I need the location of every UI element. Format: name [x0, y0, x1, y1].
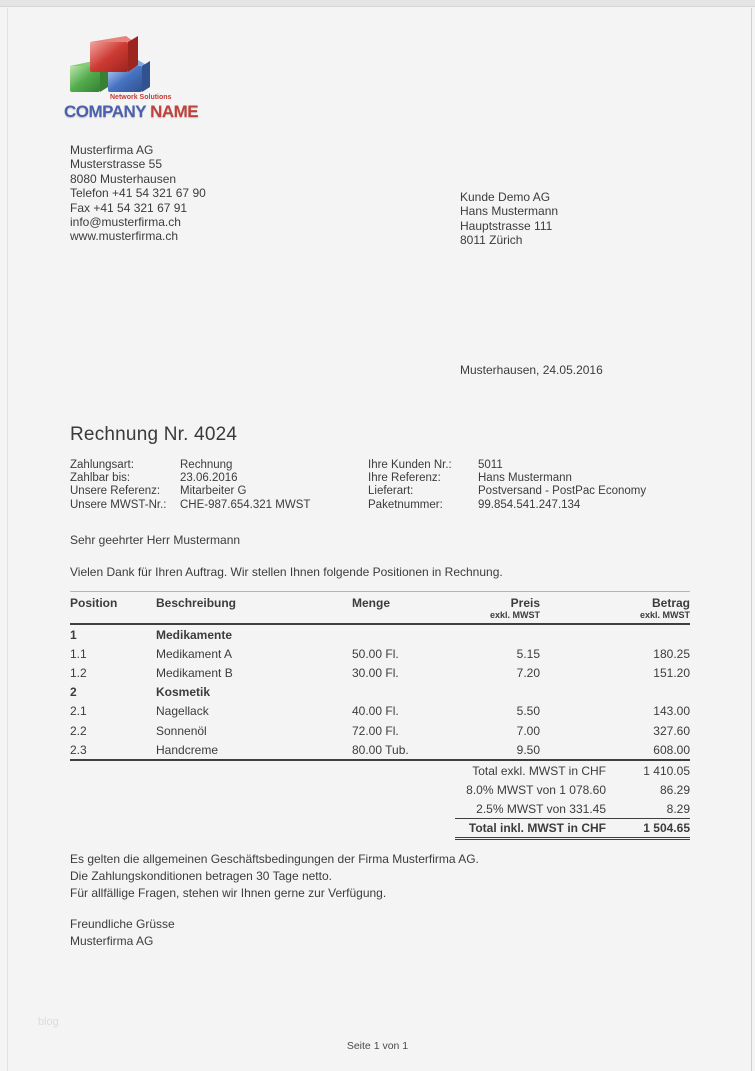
scan-edge-right — [751, 8, 752, 1071]
line-items-section — [70, 591, 690, 840]
cell-position: 2.2 — [70, 723, 87, 738]
signoff-company: Musterfirma AG — [70, 933, 154, 948]
col-header-amount-label: Betrag — [651, 596, 690, 610]
cell-position: 2.3 — [70, 742, 87, 757]
detail-label: Zahlungsart: — [70, 459, 134, 471]
cell-amount: 608.00 — [653, 742, 690, 757]
signoff-greeting: Freundliche Grüsse — [70, 917, 175, 931]
cell-price: 7.00 — [516, 723, 540, 738]
cell-qty: 30.00 Fl. — [352, 665, 399, 680]
table-row — [70, 624, 690, 644]
invoice-details — [70, 459, 690, 512]
detail-value: 23.06.2016 — [180, 472, 238, 485]
total-label: 2.5% MWST von 331.45 — [476, 801, 606, 816]
salutation: Sehr geehrter Herr Mustermann — [70, 533, 241, 547]
detail-value: Mitarbeiter G — [180, 485, 247, 498]
table-row — [70, 663, 690, 682]
sender-address-block — [70, 143, 206, 244]
total-row-subtotal — [455, 761, 690, 780]
sender-phone: Telefon +41 54 321 67 90 — [70, 186, 206, 201]
details-row — [70, 499, 690, 512]
logo-name-part2: NAME — [150, 102, 199, 121]
detail-value: Postversand - PostPac Economy — [478, 485, 647, 498]
detail-label: Unsere MWST-Nr.: — [70, 498, 167, 511]
cell-description: Nagellack — [156, 704, 209, 719]
details-row — [70, 459, 690, 472]
detail-label: Unsere Referenz: — [70, 485, 161, 498]
total-label: Total inkl. MWST in CHF — [468, 821, 606, 836]
scan-edge-top — [0, 0, 755, 7]
page-number: Seite 1 von 1 — [346, 1040, 409, 1052]
detail-label: Zahlbar bis: — [70, 472, 131, 485]
cell-description: Medikamente — [156, 627, 233, 642]
cell-description: Kosmetik — [156, 685, 211, 700]
cell-description: Medikament A — [156, 646, 233, 661]
cell-qty: 72.00 Fl. — [352, 723, 399, 738]
total-value: 86.29 — [659, 782, 690, 797]
terms-paragraph — [70, 851, 479, 903]
cell-qty: 40.00 Fl. — [352, 704, 399, 719]
detail-label: Ihre Kunden Nr.: — [368, 459, 452, 471]
col-header-description: Beschreibung — [156, 596, 237, 610]
sender-company: Musterfirma AG — [70, 143, 154, 157]
cell-amount — [540, 683, 690, 702]
terms-line: Es gelten die allgemeinen Geschäftsbedingungen der Firma Musterfirma AG. — [70, 852, 479, 866]
sender-email: info@musterfirma.ch — [70, 215, 181, 230]
table-header — [70, 592, 690, 625]
total-label: 8.0% MWST von 1 078.60 — [466, 782, 606, 797]
sender-city: 8080 Musterhausen — [70, 171, 177, 186]
cell-amount: 180.25 — [653, 646, 690, 661]
recipient-name: Hans Mustermann — [460, 204, 559, 219]
details-row — [70, 485, 690, 498]
cell-qty — [352, 683, 455, 702]
terms-line: Die Zahlungskonditionen betragen 30 Tage netto. — [70, 869, 332, 884]
detail-label: Paketnummer: — [368, 498, 443, 511]
cell-price — [455, 624, 540, 644]
cell-position: 2.1 — [70, 704, 87, 719]
detail-label: Ihre Referenz: — [368, 472, 441, 485]
watermark-text: blog — [38, 1016, 59, 1028]
line-items-table — [70, 591, 690, 761]
cell-description: Handcreme — [156, 742, 219, 757]
cell-qty — [352, 624, 455, 644]
cell-price: 7.20 — [516, 665, 540, 680]
detail-value: CHE-987.654.321 MWST — [180, 498, 311, 511]
cell-position: 1.1 — [70, 646, 87, 661]
cell-price: 5.15 — [516, 646, 540, 661]
cell-price — [455, 683, 540, 702]
total-label: Total exkl. MWST in CHF — [472, 763, 606, 778]
table-row — [70, 683, 690, 702]
cell-qty: 50.00 Fl. — [352, 646, 399, 661]
total-row-grand — [455, 818, 690, 840]
cell-amount: 151.20 — [653, 665, 690, 680]
signoff-block — [70, 916, 175, 949]
cell-price: 9.50 — [516, 742, 540, 757]
total-value: 1 410.05 — [643, 763, 690, 778]
scan-edge-left — [7, 8, 8, 1071]
place-date-line: Musterhausen, 24.05.2016 — [460, 363, 603, 377]
total-row-vat-8 — [455, 780, 690, 799]
total-value: 1 504.65 — [643, 821, 690, 836]
sender-fax: Fax +41 54 321 67 91 — [70, 200, 188, 215]
cell-description: Sonnenöl — [156, 723, 207, 738]
total-row-vat-2-5 — [455, 799, 690, 818]
cell-description: Medikament B — [156, 665, 233, 680]
col-header-amount-sub: exkl. MWST — [639, 610, 690, 620]
table-row — [70, 740, 690, 760]
table-row — [70, 721, 690, 740]
cell-position: 1 — [70, 627, 77, 642]
detail-value: 99.854.541.247.134 — [478, 498, 581, 511]
cell-position: 2 — [70, 685, 77, 700]
total-value: 8.29 — [666, 801, 690, 816]
totals-section — [455, 761, 690, 840]
col-header-position: Position — [70, 596, 118, 610]
table-row — [70, 702, 690, 721]
cell-price: 5.50 — [516, 704, 540, 719]
cell-position: 1.2 — [70, 665, 87, 680]
recipient-company: Kunde Demo AG — [460, 190, 551, 204]
cell-qty: 80.00 Tub. — [352, 742, 409, 757]
recipient-address-block — [460, 190, 558, 248]
logo-name-part1: COMPANY — [64, 102, 146, 121]
col-header-amount — [540, 592, 690, 625]
company-logo — [64, 32, 199, 124]
col-header-price — [455, 592, 540, 625]
sender-street: Musterstrasse 55 — [70, 157, 163, 172]
recipient-street: Hauptstrasse 111 — [460, 218, 553, 233]
cell-amount: 327.60 — [653, 723, 690, 738]
details-row — [70, 472, 690, 485]
logo-tagline: Network Solutions — [110, 94, 172, 101]
invoice-title: Rechnung Nr. 4024 — [70, 424, 238, 445]
sender-website: www.musterfirma.ch — [70, 229, 179, 244]
cell-amount — [540, 624, 690, 644]
recipient-city: 8011 Zürich — [460, 233, 523, 248]
detail-label: Lieferart: — [368, 485, 414, 498]
cell-amount: 143.00 — [653, 704, 690, 719]
intro-text: Vielen Dank für Ihren Auftrag. Wir stellen Ihnen folgende Positionen in Rechnung. — [70, 565, 503, 579]
detail-value: 5011 — [478, 459, 503, 471]
col-header-qty: Menge — [352, 596, 391, 610]
detail-value: Rechnung — [180, 459, 233, 471]
detail-value: Hans Mustermann — [478, 472, 572, 485]
table-row — [70, 644, 690, 663]
logo-company-name — [64, 102, 204, 122]
col-header-price-sub: exkl. MWST — [489, 610, 540, 620]
col-header-price-label: Preis — [510, 596, 540, 610]
terms-line: Für allfällige Fragen, stehen wir Ihnen gerne zur Verfügung. — [70, 886, 387, 901]
